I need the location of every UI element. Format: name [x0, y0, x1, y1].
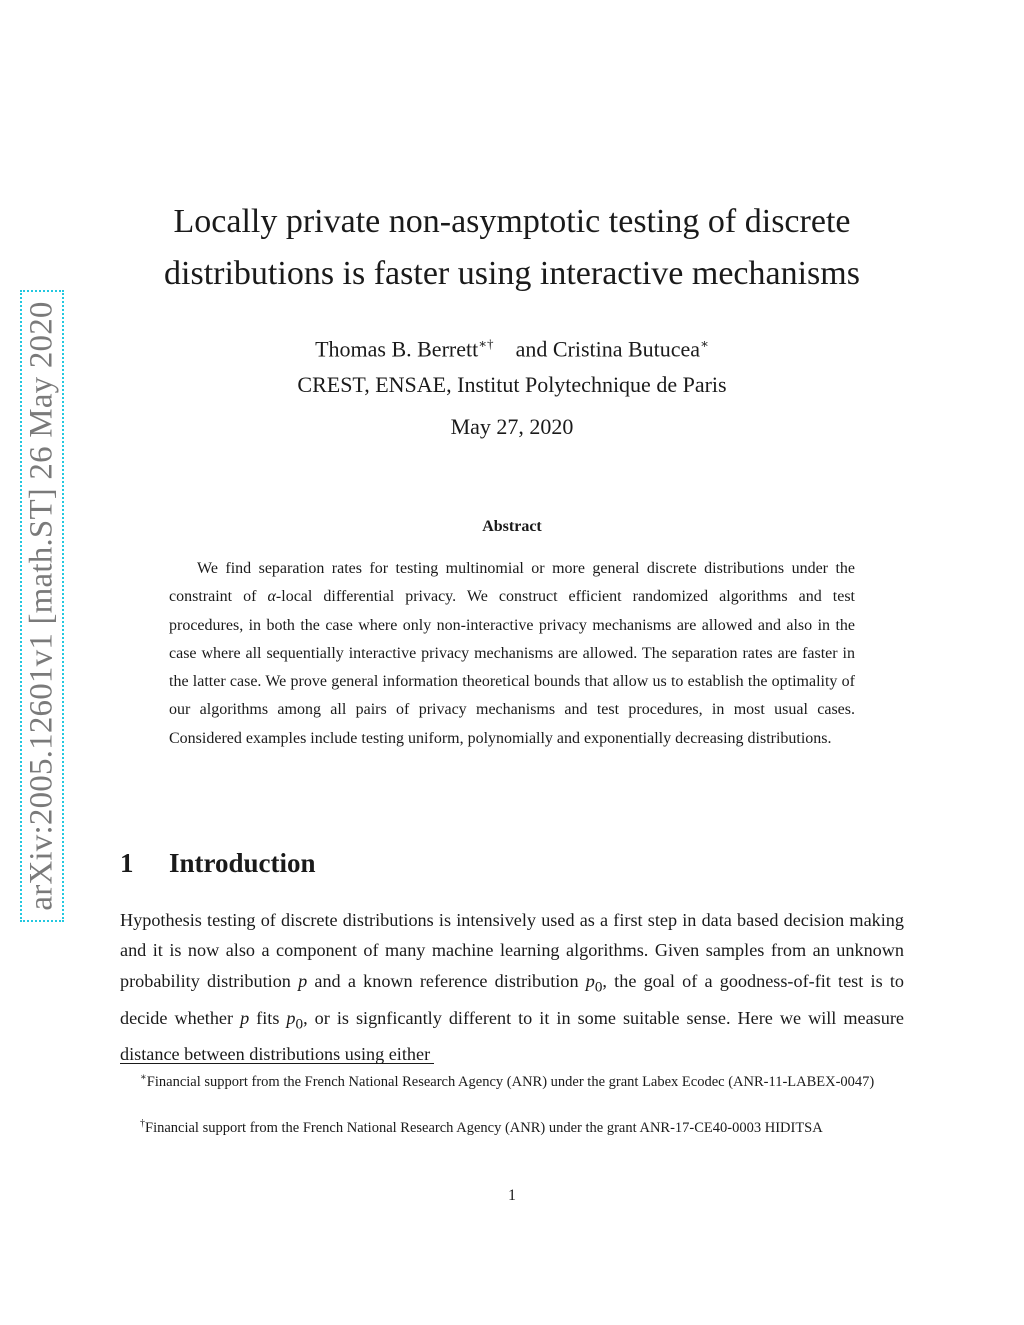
- footnote-1-mark: ∗: [140, 1072, 147, 1083]
- footnote-2-mark: †: [140, 1118, 145, 1129]
- footnote-rule: [120, 1063, 434, 1064]
- affiliation: CREST, ENSAE, Institut Polytechnique de Paris: [297, 372, 727, 398]
- author-berrett-marks: ∗†: [478, 336, 494, 351]
- abstract-heading: Abstract: [482, 518, 542, 535]
- intro-paragraph: Hypothesis testing of discrete distributions is intensively used as a first step in data based decision making and it is now also a component of many machine learning algorithms. Given samples from an unknown probability distribution p and a known reference distribution $p_0$, the goal of a goodness-of-fit test is to decide whether p fits $p_0$, or is signficantly different to it in some suitable sense. Here we will measure distance between distributions using either: [120, 910, 904, 1065]
- section-title: Introduction: [169, 848, 316, 878]
- footnote-2: †Financial support from the French National Research Agency (ANR) under the grant ANR-17-CE40-0003 HIDITSA: [140, 1118, 823, 1136]
- page-number: 1: [508, 1187, 516, 1204]
- paper-title: Locally private non-asymptotic testing of discrete distributions is faster using interactive mechanisms: [164, 203, 860, 292]
- footnote-1: ∗Financial support from the French National Research Agency (ANR) under the grant Labex Ecodec (ANR-11-LABEX-0047): [140, 1072, 875, 1090]
- section-heading: [120, 848, 316, 879]
- author-butucea: and Cristina Butucea: [515, 336, 701, 362]
- author-berrett: Thomas B. Berrett: [315, 336, 479, 362]
- section-number: 1: [120, 848, 134, 878]
- author-butucea-marks: ∗: [700, 336, 709, 351]
- author-line: [120, 326, 904, 367]
- author-block: [120, 326, 904, 403]
- paper-date: May 27, 2020: [450, 414, 574, 439]
- arxiv-stamp: [20, 290, 64, 922]
- abstract-text: We find separation rates for testing multinomial or more general discrete distributions under the constraint of α-local differential privacy. We construct efficient randomized algorithms and test procedures, in both the case where only non-interactive privacy mechanisms are allowed and also in the case where all sequentially interactive privacy mechanisms are allowed. The separation rates are faster in the latter case. We prove general information theoretical bounds that allow us to establish the optimality of our algorithms among all pairs of privacy mechanisms and test procedures, in most usual cases. Considered examples include testing uniform, polynomially and exponentially decreasing distributions.: [169, 560, 856, 747]
- arxiv-identifier: arXiv:2005.12601v1 [math.ST] 26 May 2020: [23, 301, 60, 911]
- alpha-symbol: α: [267, 588, 276, 606]
